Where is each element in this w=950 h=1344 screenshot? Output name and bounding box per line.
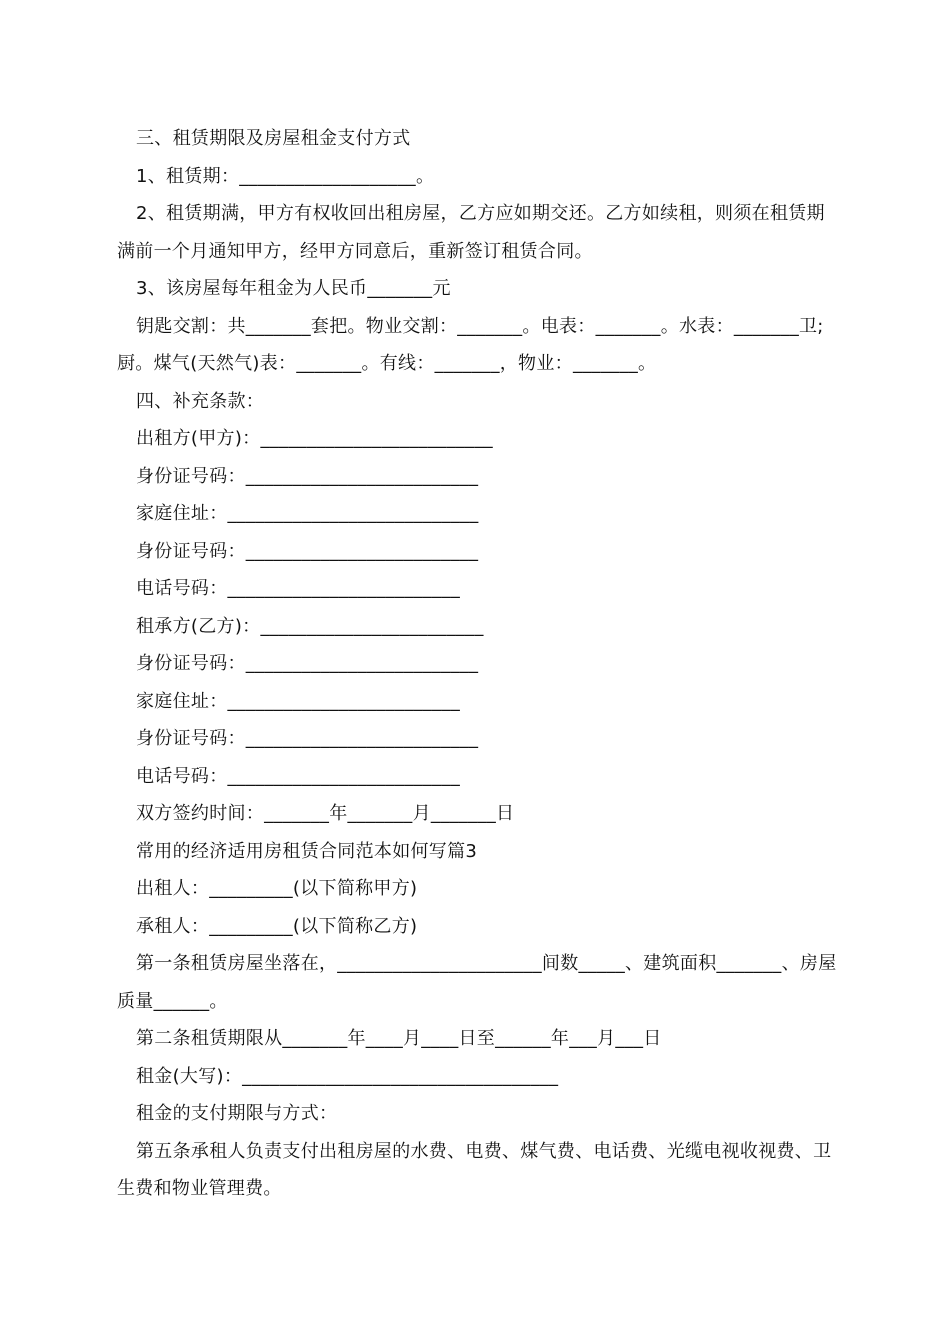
section-heading-supplementary: 四、补充条款：: [136, 390, 265, 412]
clause-lease-term: 1、租赁期：___________________。: [136, 165, 435, 187]
lessor-field: 出租方(甲方)：_________________________: [136, 428, 493, 449]
lessee-id-field: 身份证号码：_________________________: [136, 653, 479, 674]
article-2-term: 第二条租赁期限从_______年____月____日至______年___月___日: [136, 1028, 662, 1049]
section-heading-term-and-rent: 三、租赁期限及房屋租金支付方式: [136, 128, 411, 149]
lessee-field: 租承方(乙方)：________________________: [136, 615, 484, 637]
lessor-address-field: 家庭住址：___________________________: [136, 503, 479, 524]
lessor-id-field-2: 身份证号码：_________________________: [136, 540, 479, 562]
lessor-phone-field: 电话号码：_________________________: [136, 578, 460, 599]
lessee-address-field: 家庭住址：_________________________: [136, 690, 460, 712]
lessor-name-field: 出租人：_________(以下简称甲方): [136, 878, 418, 899]
document-body: [117, 120, 837, 1208]
signing-date-field: 双方签约时间：_______年_______月_______日: [136, 803, 515, 824]
article-1-location: 第一条租赁房屋坐落在，______________________间数_____、建筑面积_______、房屋质量______。: [117, 953, 837, 1012]
lessor-id-field: 身份证号码：_________________________: [136, 465, 479, 487]
lessee-phone-field: 电话号码：_________________________: [136, 765, 460, 787]
article-5-fees: 第五条承租人负责支付出租房屋的水费、电费、煤气费、电话费、光缆电视收视费、卫生费和物业管理费。: [117, 1140, 832, 1199]
rent-payment-terms: 租金的支付期限与方式：: [136, 1103, 338, 1124]
lessee-name-field: 承租人：_________(以下简称乙方): [136, 915, 418, 937]
clause-lease-expiry: 2、租赁期满，甲方有权收回出租房屋，乙方应如期交还。乙方如续租，则须在租赁期满前一个月通知甲方，经甲方同意后，重新签订租赁合同。: [117, 203, 825, 262]
clause-handover-items: 钥匙交割：共_______套把。物业交割：_______。电表：_______。水表：_______卫;厨。煤气(天然气)表：_______。有线：_______，物业：_______。: [117, 315, 824, 374]
clause-annual-rent: 3、该房屋每年租金为人民币_______元: [136, 278, 451, 299]
lessee-id-field-2: 身份证号码：_________________________: [136, 728, 479, 749]
template-title: 常用的经济适用房租赁合同范本如何写篇3: [136, 840, 478, 862]
rent-amount-field: 租金(大写)：__________________________________: [136, 1065, 559, 1087]
